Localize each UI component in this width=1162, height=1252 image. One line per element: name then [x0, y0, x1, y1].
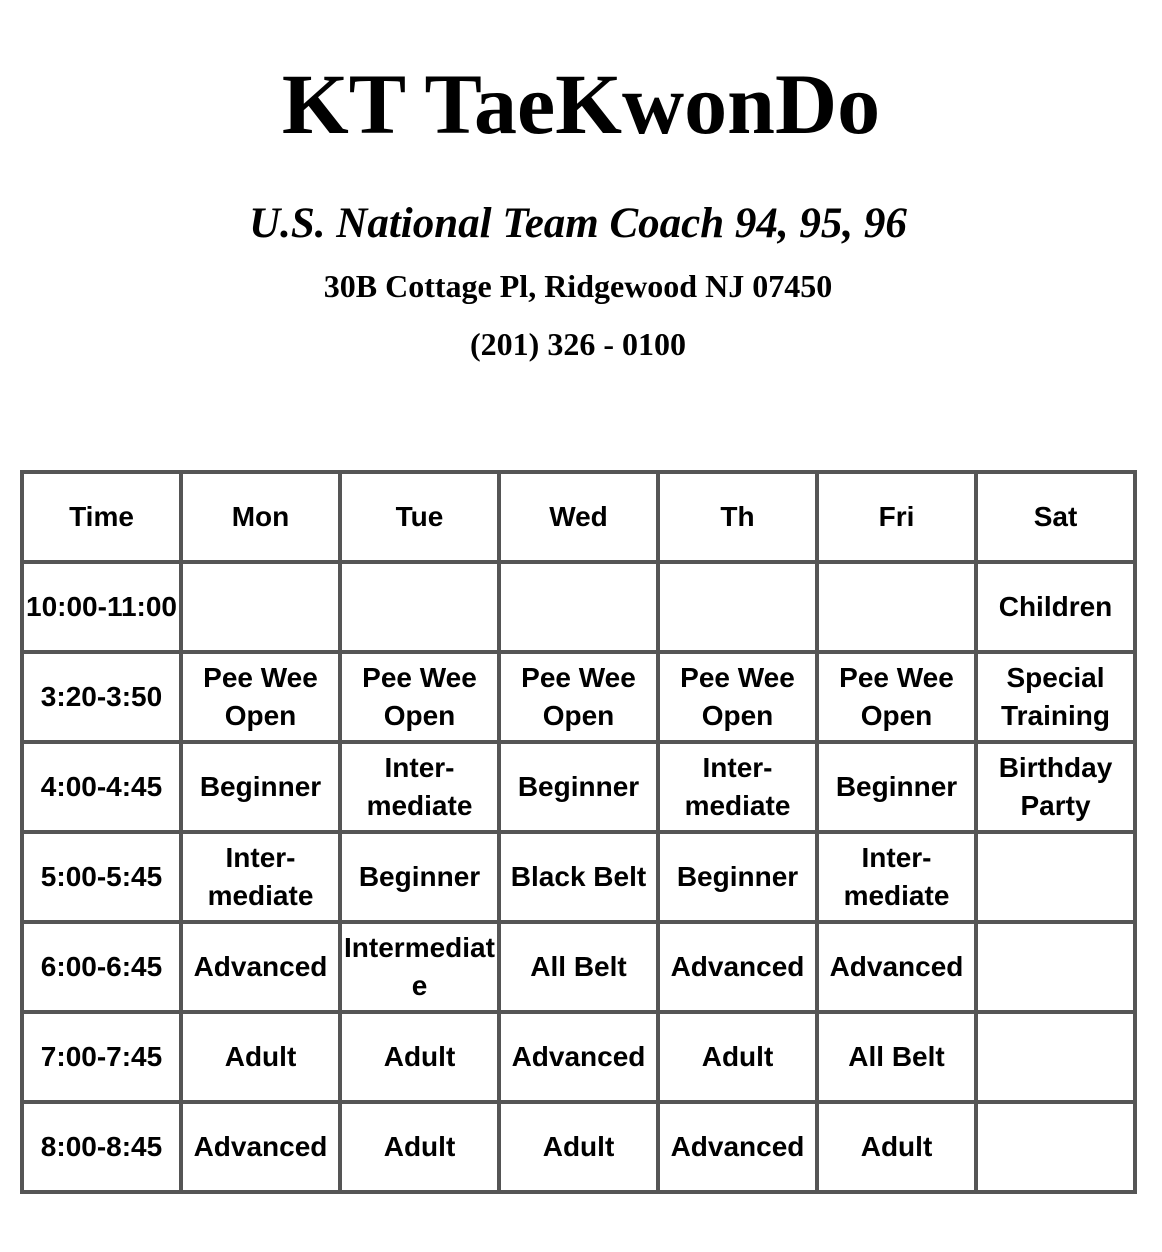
class-cell: Pee Wee Open	[340, 652, 499, 742]
class-cell: Adult	[181, 1012, 340, 1102]
time-cell: 3:20-3:50	[22, 652, 181, 742]
time-cell: 8:00-8:45	[22, 1102, 181, 1192]
table-row	[22, 1012, 1135, 1102]
class-cell: Advanced	[658, 1102, 817, 1192]
class-cell: Advanced	[499, 1012, 658, 1102]
class-cell	[181, 562, 340, 652]
column-header-tue: Tue	[340, 472, 499, 562]
class-cell: Beginner	[340, 832, 499, 922]
class-cell: Advanced	[658, 922, 817, 1012]
time-cell: 6:00-6:45	[22, 922, 181, 1012]
page-title: KT TaeKwonDo	[281, 56, 881, 152]
table-header-row	[22, 472, 1135, 562]
time-cell: 5:00-5:45	[22, 832, 181, 922]
class-schedule-table	[20, 470, 1137, 1194]
class-cell: Adult	[817, 1102, 976, 1192]
class-cell: Special Training	[976, 652, 1135, 742]
class-cell: Advanced	[181, 922, 340, 1012]
column-header-mon: Mon	[181, 472, 340, 562]
table-row	[22, 562, 1135, 652]
class-cell	[976, 1012, 1135, 1102]
class-cell: Children	[976, 562, 1135, 652]
class-cell: Inter-mediate	[181, 832, 340, 922]
class-cell	[976, 832, 1135, 922]
class-cell: Pee Wee Open	[817, 652, 976, 742]
page-subtitle: U.S. National Team Coach 94, 95, 96	[249, 200, 907, 247]
class-cell: Advanced	[181, 1102, 340, 1192]
column-header-fri: Fri	[817, 472, 976, 562]
class-cell: Birthday Party	[976, 742, 1135, 832]
class-cell: Inter-mediate	[817, 832, 976, 922]
class-cell: Beginner	[499, 742, 658, 832]
class-cell: Pee Wee Open	[181, 652, 340, 742]
class-cell: Advanced	[817, 922, 976, 1012]
class-cell: Black Belt	[499, 832, 658, 922]
table-row	[22, 922, 1135, 1012]
class-cell	[658, 562, 817, 652]
class-cell	[340, 562, 499, 652]
class-cell: Inter-mediate	[658, 742, 817, 832]
table-row	[22, 652, 1135, 742]
class-cell: Adult	[658, 1012, 817, 1102]
class-cell: Inter-mediate	[340, 742, 499, 832]
column-header-th: Th	[658, 472, 817, 562]
table-row	[22, 832, 1135, 922]
class-cell: Beginner	[817, 742, 976, 832]
time-cell: 4:00-4:45	[22, 742, 181, 832]
time-cell: 10:00-11:00	[22, 562, 181, 652]
phone-text: (201) 326 - 0100	[470, 326, 686, 362]
table-row	[22, 1102, 1135, 1192]
class-cell	[976, 922, 1135, 1012]
class-cell	[817, 562, 976, 652]
class-cell: Adult	[499, 1102, 658, 1192]
class-cell: All Belt	[817, 1012, 976, 1102]
column-header-time: Time	[22, 472, 181, 562]
class-cell: Intermediate	[340, 922, 499, 1012]
class-cell: Adult	[340, 1102, 499, 1192]
column-header-wed: Wed	[499, 472, 658, 562]
time-cell: 7:00-7:45	[22, 1012, 181, 1102]
class-cell: All Belt	[499, 922, 658, 1012]
table-row	[22, 742, 1135, 832]
address-text: 30B Cottage Pl, Ridgewood NJ 07450	[323, 268, 833, 304]
class-cell: Adult	[340, 1012, 499, 1102]
class-cell	[976, 1102, 1135, 1192]
class-cell: Pee Wee Open	[658, 652, 817, 742]
class-cell: Beginner	[181, 742, 340, 832]
class-cell: Pee Wee Open	[499, 652, 658, 742]
class-cell: Beginner	[658, 832, 817, 922]
class-cell	[499, 562, 658, 652]
column-header-sat: Sat	[976, 472, 1135, 562]
